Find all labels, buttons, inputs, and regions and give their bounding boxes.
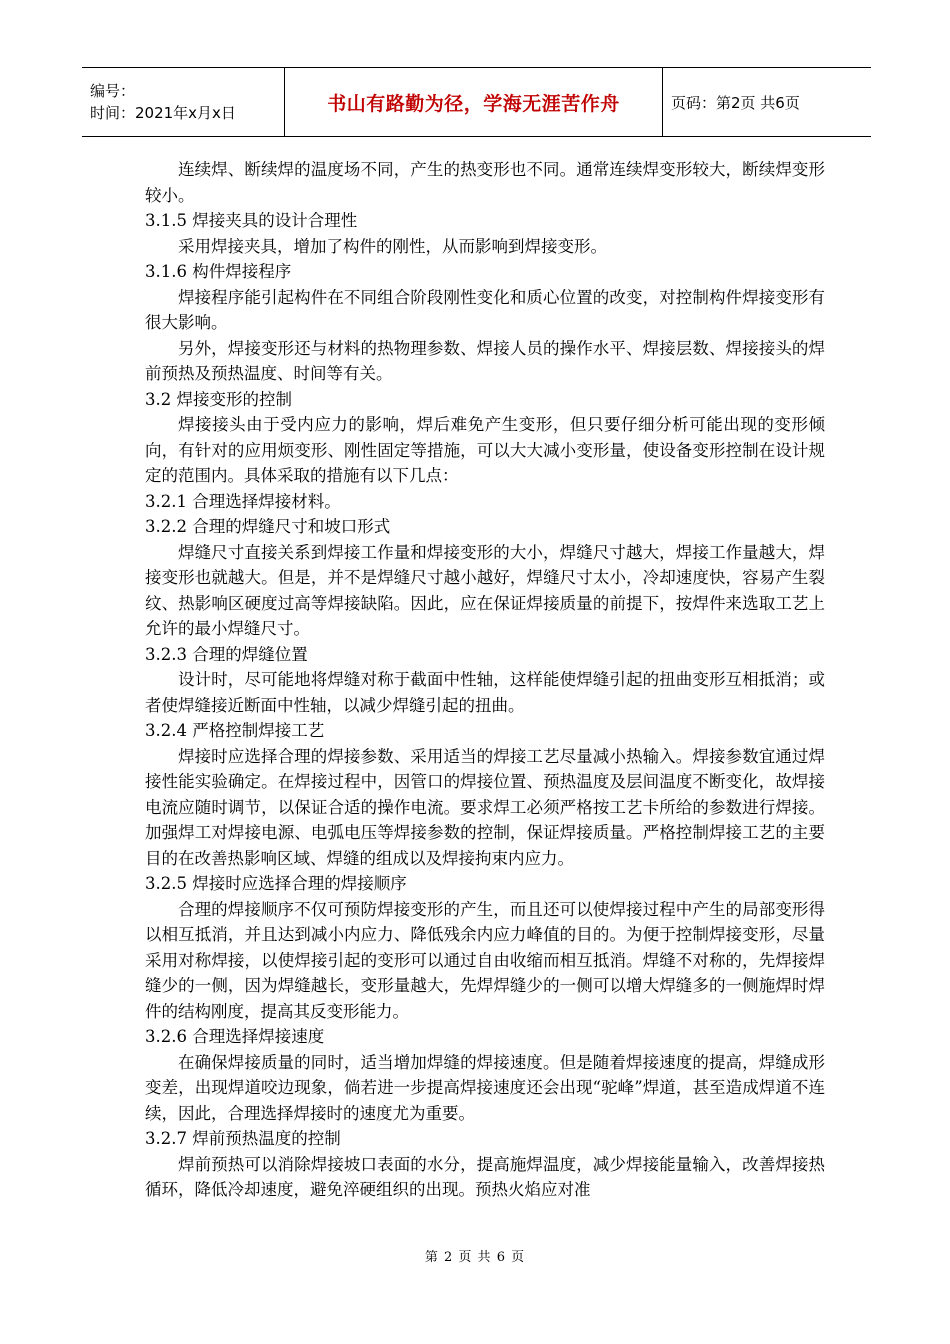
section-heading: 3.2.7 焊前预热温度的控制 xyxy=(145,1129,341,1148)
section-heading: 3.1.5 焊接夹具的设计合理性 xyxy=(145,211,358,230)
header-page-label: 页码：第2页 共6页 xyxy=(671,93,800,112)
date-label: 时间：2021年x月x日 xyxy=(90,104,236,122)
body-paragraph: 焊接时应选择合理的焊接参数、采用适当的焊接工艺尽量减小热输入。焊接参数宜通过焊接性能实验确定。在焊接过程中，因管口的焊接位置、预热温度及层间温度不断变化，故焊接电流应随时调节，以保证合适的操作电流。要求焊工必须严格按工艺卡所给的参数进行焊接。加强焊工对焊接电源、电弧电压等焊接参数的控制，保证焊接质量。严格控制焊接工艺的主要目的在改善热影响区域、焊缝的组成以及焊接拘束内应力。 xyxy=(145,746,825,868)
section-heading: 3.2.5 焊接时应选择合理的焊接顺序 xyxy=(145,874,407,893)
header-info xyxy=(82,68,285,136)
code-label: 编号： xyxy=(90,82,136,100)
section-heading: 3.2.3 合理的焊缝位置 xyxy=(145,644,308,664)
body-paragraph: 焊接接头由于受内应力的影响，焊后难免产生变形，但只要仔细分析可能出现的变形倾向，有针对的应用烦变形、刚性固定等措施，可以大大减小变形量，使设备变形控制在设计规定的范围内。具体采取的措施有以下几点： xyxy=(145,415,825,485)
section-heading: 3.2 焊接变形的控制 xyxy=(145,389,292,409)
body-paragraph: 采用焊接夹具，增加了构件的刚性，从而影响到焊接变形。 xyxy=(178,236,607,256)
body-paragraph: 设计时，尽可能地将焊缝对称于截面中性轴，这样能使焊缝引起的扭曲变形互相抵消；或者使焊缝接近断面中性轴，以减少焊缝引起的扭曲。 xyxy=(145,670,825,715)
section-heading: 3.2.4 严格控制焊接工艺 xyxy=(145,721,325,740)
document-body xyxy=(145,157,825,1203)
section-heading: 3.1.6 构件焊接程序 xyxy=(145,262,292,281)
section-heading: 3.2.2 合理的焊缝尺寸和坡口形式 xyxy=(145,517,391,536)
body-paragraph: 在确保焊接质量的同时，适当增加焊缝的焊接速度。但是随着焊接速度的提高，焊缝成形变差，出现焊道咬边现象，倘若进一步提高焊接速度还会出现“驼峰”焊道，甚至造成焊道不连续，因此，合理选择焊接时的速度尤为重要。 xyxy=(145,1052,825,1123)
body-paragraph: 合理的焊接顺序不仅可预防焊接变形的产生，而且还可以使焊接过程中产生的局部变形得以相互抵消，并且达到减小内应力、降低残余内应力峰值的目的。为便于控制焊接变形，尽量采用对称焊接，以使焊接引起的变形可以通过自由收缩而相互抵消。焊缝不对称的，先焊接焊缝少的一侧，因为焊缝越长，变形量越大，先焊焊缝少的一侧可以增大焊缝多的一侧施焊时焊件的结构刚度，提高其反变形能力。 xyxy=(145,899,825,1021)
header-motto: 书山有路勤为径，学海无涯苦作舟 xyxy=(285,68,663,136)
body-paragraph: 连续焊、断续焊的温度场不同，产生的热变形也不同。通常连续焊变形较大，断续焊变形较小。 xyxy=(145,160,825,205)
page-header xyxy=(82,67,871,137)
body-paragraph: 焊前预热可以消除焊接坡口表面的水分，提高施焊温度，减少焊接能量输入，改善焊接热循环，降低冷却速度，避免淬硬组织的出现。预热火焰应对准 xyxy=(145,1154,825,1199)
section-heading: 3.2.6 合理选择焊接速度 xyxy=(145,1027,325,1046)
body-paragraph: 焊接程序能引起构件在不同组合阶段刚性变化和质心位置的改变，对控制构件焊接变形有很大影响。 xyxy=(145,287,825,332)
page-footer: 第 2 页 共 6 页 xyxy=(424,1250,526,1265)
body-paragraph: 焊缝尺寸直接关系到焊接工作量和焊接变形的大小，焊缝尺寸越大，焊接工作量越大，焊接变形也就越大。但是，并不是焊缝尺寸越小越好，焊缝尺寸太小，冷却速度快，容易产生裂纹、热影响区硬度过高等焊接缺陷。因此，应在保证焊接质量的前提下，按焊件来选取工艺上允许的最小焊缝尺寸。 xyxy=(145,542,825,638)
body-paragraph: 另外，焊接变形还与材料的热物理参数、焊接人员的操作水平、焊接层数、焊接接头的焊前预热及预热温度、时间等有关。 xyxy=(145,338,825,383)
section-heading: 3.2.1 合理选择焊接材料。 xyxy=(145,491,341,511)
